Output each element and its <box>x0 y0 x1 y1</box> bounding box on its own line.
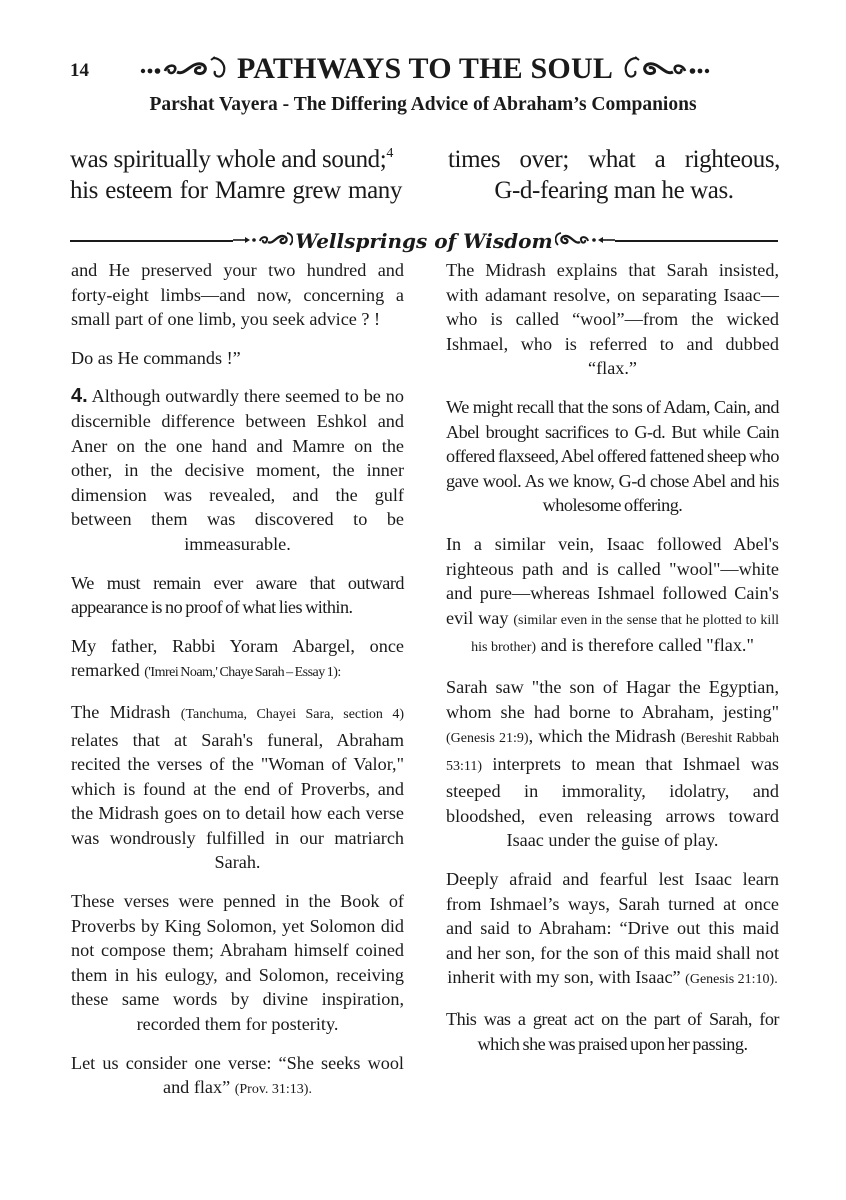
continuation-right <box>448 144 780 206</box>
source-citation: (Genesis 21:9) <box>446 731 529 747</box>
footnote-ref: 4 <box>386 146 393 161</box>
continuation-line: times over; what a righteous, <box>448 146 780 173</box>
continuation-line: his esteem for Mamre grew many <box>70 177 402 204</box>
running-title-text: PATHWAYS TO THE SOUL <box>236 52 614 85</box>
paragraph: We must remain ever aware that outward appearance is no proof of what lies within. <box>71 572 404 618</box>
divider-rule <box>70 240 233 241</box>
running-title <box>130 52 720 86</box>
paragraph: These verses were penned in the Book of Proverbs by King Solomon, yet Solomon did not compose them; Abraham himself coined them in his eulogy, and Solomon, receiving these same words by divine inspiration, recorded them for posterity. <box>71 891 404 1035</box>
paragraph: My father, Rabbi Yoram Abargel, once remarked ('Imrei Noam,' Chaye Sarah – Essay 1): <box>71 635 404 681</box>
source-citation: ('Imrei Noam,' Chaye Sarah – Essay 1): <box>144 665 341 681</box>
source-citation: (Bereshit Rabbah 53:11) <box>446 731 779 774</box>
source-citation: (similar even in the sense that he plotted to kill his brother) <box>471 612 779 656</box>
divider-rule <box>615 240 778 241</box>
divider-flourish-right-icon <box>555 229 615 254</box>
continuation-line: G-d-fearing man he was. <box>494 177 734 204</box>
paragraph: The Midrash (Tanchuma, Chayei Sara, section 4) relates that at Sarah's funeral, Abraham recited the verses of the "Woman of Valor," which is found at the end of Proverbs, and the Midrash goes on to detail how each verse was wondrously fulfilled in our matriarch Sarah. <box>71 701 404 873</box>
paragraph: In a similar vein, Isaac followed Abel's righteous path and is called "wool"—white and pure—whereas Ishmael followed Cain's evil way (similar even in the sense that he plotted to kill his brother) and is therefore called "flax." <box>446 533 779 656</box>
continuation-text <box>70 144 780 206</box>
paragraph: We might recall that the sons of Adam, Cain, and Abel brought sacrifices to G-d. But while Cain offered flaxseed, Abel offered fattened sheep who gave wool. As we know, G-d chose Abel and his wholesome offering. <box>446 396 779 516</box>
section-divider <box>70 228 778 254</box>
paragraph: Sarah saw "the son of Hagar the Egyptian, whom she had borne to Abraham, jesting" (Genesis 21:9), which the Midrash (Bereshit Rabbah 53:11) interprets to mean that Ishmael was steeped in immorality, idolatry, and bloodshed, even releasing arrows toward Isaac under the guise of play. <box>446 676 779 851</box>
source-citation: (Genesis 21:10). <box>685 972 778 988</box>
continuation-line: was spiritually whole and sound;$^4$ <box>70 146 393 173</box>
source-citation: (Prov. 31:13). <box>234 1082 312 1098</box>
right-flourish-ornament-icon <box>619 54 711 85</box>
paragraph: The Midrash explains that Sarah insisted, with adamant resolve, on separating Isaac—who is called “wool”—from the wicked Ishmael, who is referred to and dubbed “flax.” <box>446 260 779 379</box>
paragraph-numbered: 4. Although outwardly there seemed to be no discernible difference between Eshkol and Aner on the one hand and Mamre on the other, in the decisive moment, the inner dimension was revealed, and the gulf between them was discovered to be immeasurable. <box>71 385 404 554</box>
section-title: Wellsprings of Wisdom <box>295 229 553 253</box>
chapter-subtitle: Parshat Vayera - The Differing Advice of Abraham’s Companions <box>149 94 697 115</box>
paragraph: Do as He commands !” <box>71 347 241 368</box>
divider-flourish-left-icon <box>233 229 293 254</box>
paragraph: Deeply afraid and fearful lest Isaac learn from Ishmael’s ways, Sarah turned at once and said to Abraham: “Drive out this maid and her son, for the son of this maid shall not inherit with my son, with Isaac” (Genesis 21:10). <box>446 869 779 988</box>
continuation-left <box>70 144 402 206</box>
paragraph: This was a great act on the part of Sarah, for which she was praised upon her passing. <box>446 1009 779 1054</box>
left-flourish-ornament-icon <box>139 54 231 85</box>
page-number: 14 <box>70 60 89 81</box>
right-column <box>446 258 779 1070</box>
paragraph: Let us consider one verse: “She seeks wool and flax” (Prov. 31:13). <box>71 1052 404 1098</box>
source-citation: (Tanchuma, Chayei Sara, section 4) <box>180 706 404 722</box>
left-column <box>71 258 404 1117</box>
paragraph-number: 4. <box>71 385 88 408</box>
paragraph: and He preserved your two hundred and forty-eight limbs—and now, concerning a small part of one limb, you seek advice ? ! <box>71 260 404 330</box>
